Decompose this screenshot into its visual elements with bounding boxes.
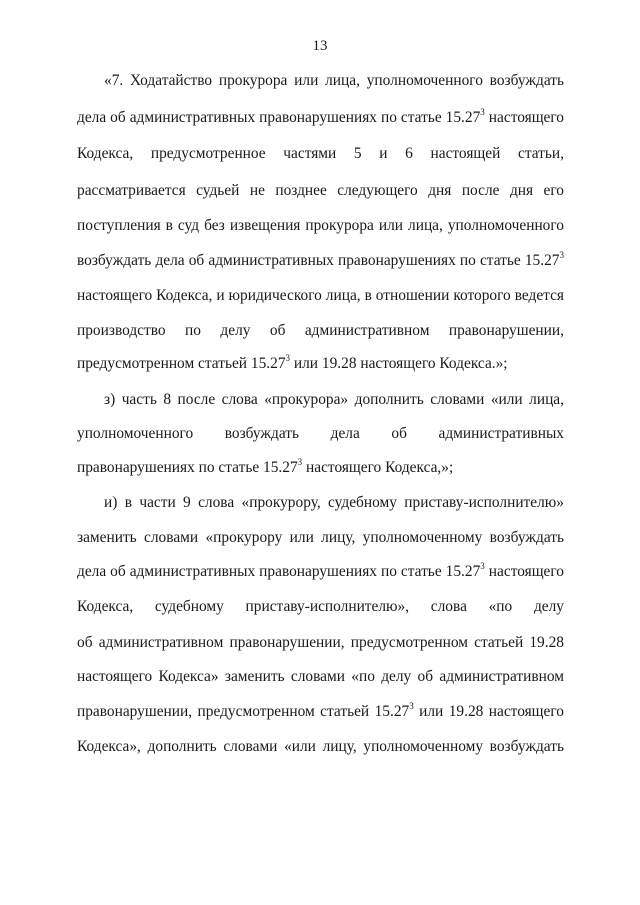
superscript: 3	[409, 701, 414, 711]
superscript: 3	[559, 250, 564, 260]
text-run: Кодекса», дополнить словами «или лицу, уполномоченному возбуждать	[77, 738, 564, 755]
text-line	[77, 702, 564, 722]
text-line	[77, 737, 564, 757]
text-run: рассматривается судьей не позднее следующего дня после дня его	[77, 182, 564, 199]
text-run: «7. Ходатайство прокурора или лица, уполномоченного возбуждать	[104, 72, 564, 89]
text-line	[77, 108, 564, 128]
text-run: правонарушении, предусмотренном статьей 15.27	[77, 703, 410, 720]
text-line	[104, 493, 564, 513]
text-line	[77, 562, 564, 582]
text-run: настоящего Кодекса,»;	[302, 459, 454, 476]
text-line	[77, 667, 564, 687]
superscript: 3	[480, 107, 485, 117]
text-line	[77, 216, 564, 236]
text-line	[77, 633, 564, 653]
text-line	[77, 528, 564, 548]
text-run: производство по делу об административном правонарушении,	[77, 322, 564, 339]
text-run: дела об административных правонарушениях по статье 15.27	[77, 109, 481, 126]
page-number: 13	[312, 38, 328, 54]
text-run: дела об административных правонарушениях по статье 15.27	[77, 563, 481, 580]
text-line	[77, 144, 564, 164]
text-run: предусмотренном статьей 15.27	[77, 355, 286, 372]
text-run: настоящего Кодекса» заменить словами «по делу об административном	[77, 668, 564, 685]
text-line	[77, 321, 564, 341]
text-run: правонарушениях по статье 15.27	[77, 459, 298, 476]
text-run: об административном правонарушении, предусмотренном статьей 19.28	[77, 634, 564, 651]
superscript: 3	[480, 561, 485, 571]
text-line	[77, 286, 564, 306]
text-run: поступления в суд без извещения прокурора или лица, уполномоченного	[77, 217, 564, 234]
text-line	[77, 458, 564, 478]
text-run: з) часть 8 после слова «прокурора» дополнить словами «или лица,	[104, 391, 564, 408]
text-run: или 19.28 настоящего Кодекса.»;	[290, 355, 508, 372]
text-line	[77, 251, 564, 271]
text-line	[77, 597, 564, 617]
superscript: 3	[297, 457, 303, 467]
text-line	[104, 71, 564, 91]
text-run: возбуждать дела об административных правонарушениях по статье 15.27	[77, 252, 560, 269]
text-run: Кодекса, предусмотренное частями 5 и 6 настоящей статьи,	[77, 145, 564, 162]
superscript: 3	[285, 353, 291, 363]
text-run: настоящего	[484, 563, 565, 580]
text-run: настоящего	[484, 109, 565, 126]
text-line	[104, 390, 564, 410]
text-line	[77, 181, 564, 201]
text-run: Кодекса, судебному приставу-исполнителю», слова «по делу	[77, 598, 564, 615]
text-run: и) в части 9 слова «прокурору, судебному приставу-исполнителю»	[104, 494, 564, 511]
text-run: или 19.28 настоящего	[413, 703, 564, 720]
text-run: уполномоченного возбуждать дела об административных	[77, 425, 564, 442]
text-line	[77, 354, 564, 374]
text-line	[77, 424, 564, 444]
text-run: настоящего Кодекса, и юридического лица, в отношении которого ведется	[77, 287, 564, 304]
text-run: заменить словами «прокурору или лицу, уполномоченному возбуждать	[77, 529, 564, 546]
